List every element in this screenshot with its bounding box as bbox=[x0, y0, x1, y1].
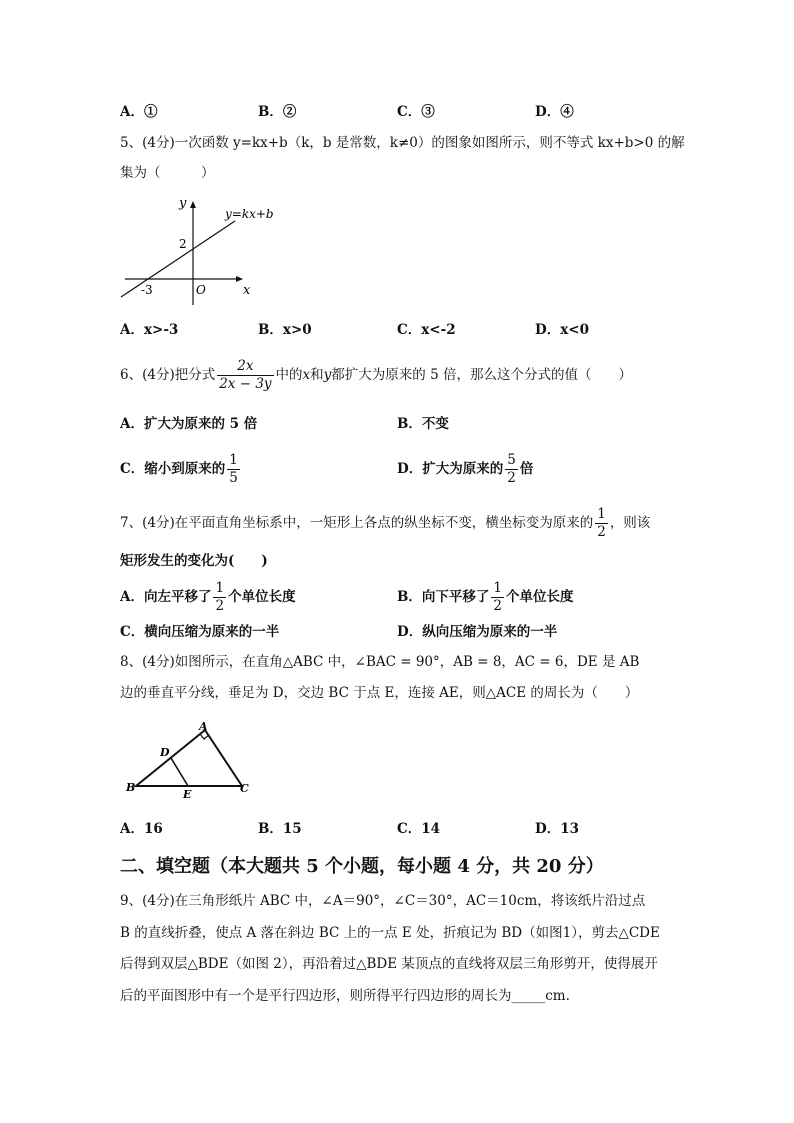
q7-option-b-text: B．向下平移了 bbox=[397, 589, 490, 605]
q6-var-y: y bbox=[323, 367, 332, 383]
q8-label-c: C bbox=[240, 782, 249, 795]
q7-option-a-den: 2 bbox=[215, 598, 225, 614]
q6-frac-den: 2x − 3y bbox=[219, 376, 272, 392]
q6-mid2: 和 bbox=[310, 367, 324, 383]
q8-label-e: E bbox=[183, 788, 192, 800]
q5-graph bbox=[115, 193, 285, 313]
q5-x-arrow bbox=[236, 276, 243, 282]
q6-suffix: 都扩大为原来的 5 倍，那么这个分式的值（ ） bbox=[331, 367, 632, 383]
q6-option-c bbox=[120, 452, 242, 487]
q7-option-a bbox=[120, 580, 296, 615]
q8-option-d: D．13 bbox=[535, 821, 579, 837]
q5-x-intercept-label: -3 bbox=[141, 283, 153, 297]
q7-option-c: C．横向压缩为原来的一半 bbox=[120, 624, 280, 640]
q6-option-c-frac bbox=[227, 452, 240, 487]
q5-option-a: A．x>-3 bbox=[120, 322, 179, 338]
q6-frac-num: 2x bbox=[217, 358, 273, 376]
q4-option-a: A．① bbox=[120, 104, 158, 120]
q6-option-b: B．不变 bbox=[397, 416, 449, 432]
q7-line1-text: 7、(4分)在平面直角坐标系中，一矩形上各点的纵坐标不变，横坐标变为原来的 bbox=[120, 515, 594, 531]
q6-option-c-text: C．缩小到原来的 bbox=[120, 461, 226, 477]
q8-triangle-abc bbox=[136, 730, 242, 786]
q9-text-line1: 9、(4分)在三角形纸片 ABC 中，∠A＝90°，∠C＝30°，AC＝10cm，将该纸片沿过点 bbox=[120, 893, 646, 909]
q6-option-d-num: 5 bbox=[507, 452, 516, 468]
q8-text-line2: 边的垂直平分线，垂足为 D，交边 BC 于点 E，连接 AE，则△ACE 的周长为（ ） bbox=[120, 685, 639, 701]
q9-text-line4: 后的平面图形中有一个是平行四边形，则所得平行四边形的周长为_____cm. bbox=[120, 988, 570, 1004]
q8-label-a: A bbox=[199, 720, 208, 733]
q7-option-a-suffix: 个单位长度 bbox=[228, 589, 296, 605]
q6-fraction bbox=[217, 358, 273, 393]
q8-label-b: B bbox=[126, 781, 136, 794]
q6-option-d-frac bbox=[505, 452, 518, 487]
q5-option-d: D．x<0 bbox=[535, 322, 589, 338]
q4-option-b: B．② bbox=[258, 104, 297, 120]
q7-option-b-num: 1 bbox=[493, 580, 503, 596]
section-2-heading: 二、填空题（本大题共 5 个小题，每小题 4 分，共 20 分） bbox=[120, 856, 604, 877]
q7-line1-num: 1 bbox=[597, 506, 606, 522]
q7-option-a-num: 1 bbox=[215, 580, 225, 596]
q7-option-b-frac bbox=[491, 580, 504, 615]
q8-segment-de bbox=[171, 758, 188, 786]
q7-line1 bbox=[120, 506, 650, 541]
q5-function-line bbox=[121, 221, 235, 297]
q8-option-c: C．14 bbox=[397, 821, 441, 837]
q5-y-arrow bbox=[190, 201, 196, 208]
q8-triangle-figure bbox=[120, 718, 260, 800]
q9-text-line2: B 的直线折叠，使点 A 落在斜边 BC 上的一点 E 处，折痕记为 BD（如图1），剪去△CDE bbox=[120, 925, 660, 941]
q7-line2: 矩形发生的变化为( ) bbox=[120, 553, 268, 569]
q7-option-a-frac bbox=[213, 580, 226, 615]
q6-option-a: A．扩大为原来的 5 倍 bbox=[120, 416, 258, 432]
q7-line1-suffix: ，则该 bbox=[609, 515, 651, 531]
q7-option-b bbox=[397, 580, 574, 615]
q9-text-line3: 后得到双层△BDE（如图 2），再沿着过△BDE 某顶点的直线将双层三角形剪开，使得展开 bbox=[120, 956, 658, 972]
q8-text-line1: 8、(4分)如图所示，在直角△ABC 中，∠BAC = 90°，AB = 8，AC = 6，DE 是 AB bbox=[120, 654, 640, 670]
q6-option-c-den: 5 bbox=[229, 470, 238, 486]
q5-x-label: x bbox=[243, 283, 251, 298]
q4-option-c: C．③ bbox=[397, 104, 435, 120]
q4-option-d: D．④ bbox=[535, 104, 574, 120]
q5-origin-label: O bbox=[196, 283, 206, 297]
q8-option-b: B．15 bbox=[258, 821, 302, 837]
q5-line-label: y=kx+b bbox=[225, 207, 274, 221]
q6-option-d-suffix: 倍 bbox=[519, 461, 534, 477]
q7-line1-den: 2 bbox=[597, 524, 606, 540]
q6-var-x: x bbox=[302, 367, 311, 383]
q6-prefix: 6、(4分)把分式 bbox=[120, 367, 216, 383]
q6-option-d-den: 2 bbox=[507, 470, 516, 486]
q6-option-d-text: D．扩大为原来的 bbox=[397, 461, 504, 477]
q6-option-c-num: 1 bbox=[229, 452, 238, 468]
q6-question bbox=[120, 358, 632, 393]
q8-label-d: D bbox=[160, 746, 170, 759]
q5-text-line2: 集为（ ） bbox=[120, 165, 215, 181]
q8-option-a: A．16 bbox=[120, 821, 163, 837]
q5-y-label: y bbox=[179, 196, 187, 211]
q6-mid1: 中的 bbox=[275, 367, 303, 383]
q7-option-b-den: 2 bbox=[493, 598, 503, 614]
q7-option-d: D．纵向压缩为原来的一半 bbox=[397, 624, 558, 640]
q7-option-b-suffix: 个单位长度 bbox=[506, 589, 574, 605]
q5-y-intercept-label: 2 bbox=[179, 237, 187, 251]
q7-line1-frac bbox=[595, 506, 608, 541]
q6-option-d bbox=[397, 452, 533, 487]
q5-option-c: C．x<-2 bbox=[397, 322, 456, 338]
q5-option-b: B．x>0 bbox=[258, 322, 312, 338]
q7-option-a-text: A．向左平移了 bbox=[120, 589, 212, 605]
q5-text-line1: 5、(4分)一次函数 y=kx+b（k，b 是常数，k≠0）的图象如图所示，则不等式 kx+b>0 的解 bbox=[120, 135, 685, 151]
